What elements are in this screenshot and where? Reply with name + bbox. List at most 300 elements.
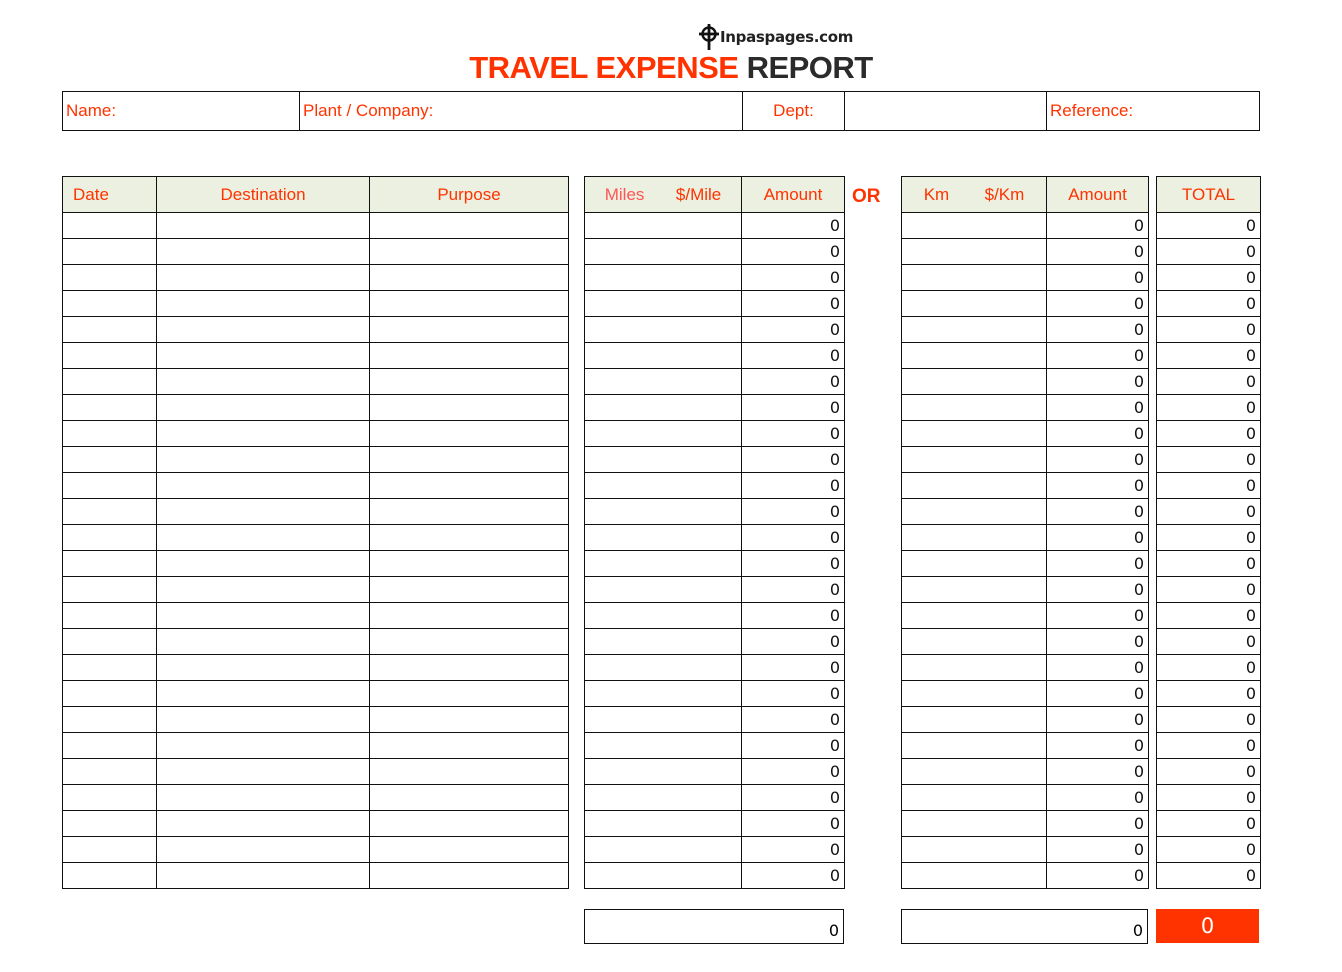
- table-row: [1157, 421, 1261, 447]
- table-row: [902, 239, 1149, 265]
- miles-amount-cell: 0: [742, 499, 845, 525]
- date-cell[interactable]: [63, 655, 157, 681]
- purpose-cell[interactable]: [370, 733, 569, 759]
- table-row: [63, 707, 569, 733]
- total-cell: 0: [1157, 421, 1261, 447]
- km-amount-cell: 0: [1047, 785, 1149, 811]
- celtic-cross-icon: [698, 24, 720, 50]
- total-cell: 0: [1157, 499, 1261, 525]
- total-header: TOTAL: [1157, 177, 1261, 213]
- purpose-cell[interactable]: [370, 525, 569, 551]
- table-row: [63, 837, 569, 863]
- km-input-cell[interactable]: [902, 733, 1047, 759]
- miles-amount-cell: 0: [742, 525, 845, 551]
- table-row: [1157, 707, 1261, 733]
- date-cell[interactable]: [63, 265, 157, 291]
- miles-input-cell[interactable]: [585, 837, 742, 863]
- purpose-cell[interactable]: [370, 239, 569, 265]
- table-row: [902, 681, 1149, 707]
- miles-amount-cell: 0: [742, 395, 845, 421]
- destination-header: Destination: [157, 177, 370, 213]
- logo-text: Inpaspages.com: [720, 28, 854, 46]
- table-row: [63, 681, 569, 707]
- miles-input-cell[interactable]: [585, 681, 742, 707]
- miles-subtotal: 0: [584, 909, 844, 944]
- km-amount-cell: 0: [1047, 317, 1149, 343]
- total-cell: 0: [1157, 369, 1261, 395]
- date-cell[interactable]: [63, 213, 157, 239]
- purpose-cell[interactable]: [370, 837, 569, 863]
- miles-amount-cell: 0: [742, 473, 845, 499]
- km-amount-cell: 0: [1047, 629, 1149, 655]
- miles-amount-cell: 0: [742, 369, 845, 395]
- table-row: [1157, 655, 1261, 681]
- dept-label: Dept:: [773, 101, 814, 120]
- table-row: [902, 785, 1149, 811]
- table-row: [585, 681, 845, 707]
- date-cell[interactable]: [63, 759, 157, 785]
- date-cell[interactable]: [63, 421, 157, 447]
- date-cell[interactable]: [63, 447, 157, 473]
- km-input-cell[interactable]: [902, 655, 1047, 681]
- table-row: [63, 473, 569, 499]
- miles-input-cell[interactable]: [585, 317, 742, 343]
- miles-amount-cell: 0: [742, 733, 845, 759]
- table-row: [585, 499, 845, 525]
- table-row: [585, 655, 845, 681]
- destination-cell[interactable]: [157, 395, 370, 421]
- km-amount-cell: 0: [1047, 525, 1149, 551]
- page-title: [0, 50, 1342, 86]
- table-row: [63, 291, 569, 317]
- miles-amount-cell: 0: [742, 603, 845, 629]
- destination-cell[interactable]: [157, 343, 370, 369]
- miles-input-cell[interactable]: [585, 213, 742, 239]
- miles-input-cell[interactable]: [585, 447, 742, 473]
- table-row: [902, 447, 1149, 473]
- table-row: [1157, 265, 1261, 291]
- table-row: [1157, 603, 1261, 629]
- miles-input-cell[interactable]: [585, 265, 742, 291]
- date-cell[interactable]: [63, 291, 157, 317]
- date-cell[interactable]: [63, 681, 157, 707]
- table-row: [902, 551, 1149, 577]
- purpose-cell[interactable]: [370, 447, 569, 473]
- km-input-cell[interactable]: [902, 603, 1047, 629]
- km-input-cell[interactable]: [902, 525, 1047, 551]
- miles-input-cell[interactable]: [585, 655, 742, 681]
- total-cell: 0: [1157, 551, 1261, 577]
- km-amount-cell: 0: [1047, 499, 1149, 525]
- table-row: [902, 395, 1149, 421]
- table-row: [585, 317, 845, 343]
- purpose-cell[interactable]: [370, 655, 569, 681]
- table-row: [1157, 681, 1261, 707]
- km-input-cell[interactable]: [902, 421, 1047, 447]
- total-cell: 0: [1157, 733, 1261, 759]
- purpose-cell[interactable]: [370, 681, 569, 707]
- total-cell: 0: [1157, 577, 1261, 603]
- table-row: [902, 265, 1149, 291]
- purpose-cell[interactable]: [370, 785, 569, 811]
- destination-cell[interactable]: [157, 291, 370, 317]
- date-cell[interactable]: [63, 603, 157, 629]
- per-mile-header: $/Mile: [675, 184, 722, 204]
- total-cell: 0: [1157, 213, 1261, 239]
- miles-input-cell[interactable]: [585, 551, 742, 577]
- date-cell[interactable]: [63, 525, 157, 551]
- miles-amount-cell: 0: [742, 785, 845, 811]
- km-input-cell[interactable]: [902, 551, 1047, 577]
- date-cell[interactable]: [63, 239, 157, 265]
- km-amount-cell: 0: [1047, 681, 1149, 707]
- km-amount-cell: 0: [1047, 655, 1149, 681]
- table-row: [1157, 811, 1261, 837]
- date-cell[interactable]: [63, 785, 157, 811]
- table-row: [1157, 473, 1261, 499]
- table-row: [1157, 499, 1261, 525]
- km-input-cell[interactable]: [902, 681, 1047, 707]
- total-cell: 0: [1157, 655, 1261, 681]
- purpose-cell[interactable]: [370, 629, 569, 655]
- destination-cell[interactable]: [157, 629, 370, 655]
- date-cell[interactable]: [63, 499, 157, 525]
- destination-cell[interactable]: [157, 655, 370, 681]
- miles-amount-cell: 0: [742, 343, 845, 369]
- destination-cell[interactable]: [157, 785, 370, 811]
- total-cell: 0: [1157, 837, 1261, 863]
- miles-input-cell[interactable]: [585, 239, 742, 265]
- logo: [698, 22, 853, 52]
- km-amount-cell: 0: [1047, 577, 1149, 603]
- destination-cell[interactable]: [157, 733, 370, 759]
- date-cell[interactable]: [63, 811, 157, 837]
- purpose-cell[interactable]: [370, 811, 569, 837]
- table-row: [63, 499, 569, 525]
- miles-amount-cell: 0: [742, 707, 845, 733]
- miles-input-cell[interactable]: [585, 811, 742, 837]
- miles-input-cell[interactable]: [585, 525, 742, 551]
- destination-cell[interactable]: [157, 317, 370, 343]
- table-row: [1157, 395, 1261, 421]
- purpose-cell[interactable]: [370, 551, 569, 577]
- table-row: [902, 655, 1149, 681]
- miles-amount-cell: 0: [742, 759, 845, 785]
- total-cell: 0: [1157, 343, 1261, 369]
- km-header: Km: [923, 184, 950, 204]
- destination-cell[interactable]: [157, 837, 370, 863]
- table-row: [1157, 213, 1261, 239]
- km-input-cell[interactable]: [902, 239, 1047, 265]
- miles-input-cell[interactable]: [585, 629, 742, 655]
- miles-table: [584, 176, 845, 889]
- company-field[interactable]: [300, 92, 743, 130]
- destination-cell[interactable]: [157, 265, 370, 291]
- total-cell: 0: [1157, 759, 1261, 785]
- table-row: [63, 447, 569, 473]
- km-amount-cell: 0: [1047, 551, 1149, 577]
- km-input-cell[interactable]: [902, 629, 1047, 655]
- destination-cell[interactable]: [157, 447, 370, 473]
- info-row: [62, 91, 1260, 131]
- destination-cell[interactable]: [157, 499, 370, 525]
- km-input-cell[interactable]: [902, 395, 1047, 421]
- title-part1: TRAVEL EXPENSE: [469, 50, 739, 85]
- table-row: [902, 525, 1149, 551]
- table-row: [1157, 239, 1261, 265]
- purpose-cell[interactable]: [370, 759, 569, 785]
- km-amount-cell: 0: [1047, 369, 1149, 395]
- table-row: [63, 603, 569, 629]
- purpose-cell[interactable]: [370, 213, 569, 239]
- table-row: [585, 863, 845, 889]
- company-label: Plant / Company:: [303, 101, 434, 120]
- miles-input-cell[interactable]: [585, 499, 742, 525]
- purpose-cell[interactable]: [370, 707, 569, 733]
- table-row: [585, 395, 845, 421]
- table-row: [902, 213, 1149, 239]
- table-row: [585, 343, 845, 369]
- date-cell[interactable]: [63, 343, 157, 369]
- total-cell: 0: [1157, 239, 1261, 265]
- miles-input-cell[interactable]: [585, 369, 742, 395]
- miles-amount-cell: 0: [742, 317, 845, 343]
- miles-input-cell[interactable]: [585, 759, 742, 785]
- km-input-cell[interactable]: [902, 785, 1047, 811]
- total-cell: 0: [1157, 681, 1261, 707]
- purpose-cell[interactable]: [370, 863, 569, 889]
- name-field[interactable]: [63, 92, 300, 130]
- purpose-cell[interactable]: [370, 499, 569, 525]
- table-row: [585, 837, 845, 863]
- miles-input-cell[interactable]: [585, 395, 742, 421]
- km-amount-cell: 0: [1047, 291, 1149, 317]
- date-cell[interactable]: [63, 707, 157, 733]
- table-row: [585, 629, 845, 655]
- table-row: [63, 811, 569, 837]
- reference-field[interactable]: [1047, 92, 1259, 130]
- km-input-cell[interactable]: [902, 213, 1047, 239]
- table-row: [63, 265, 569, 291]
- date-cell[interactable]: [63, 395, 157, 421]
- date-cell[interactable]: [63, 629, 157, 655]
- km-amount-cell: 0: [1047, 707, 1149, 733]
- miles-amount-cell: 0: [742, 863, 845, 889]
- name-label: Name:: [66, 101, 117, 120]
- date-cell[interactable]: [63, 863, 157, 889]
- km-input-cell[interactable]: [902, 447, 1047, 473]
- miles-amount-cell: 0: [742, 655, 845, 681]
- purpose-cell[interactable]: [370, 343, 569, 369]
- miles-input-cell[interactable]: [585, 343, 742, 369]
- table-row: [1157, 785, 1261, 811]
- total-cell: 0: [1157, 629, 1261, 655]
- purpose-cell[interactable]: [370, 577, 569, 603]
- miles-input-cell[interactable]: [585, 473, 742, 499]
- miles-amount-cell: 0: [742, 421, 845, 447]
- miles-input-cell[interactable]: [585, 785, 742, 811]
- miles-input-cell[interactable]: [585, 577, 742, 603]
- destination-cell[interactable]: [157, 681, 370, 707]
- table-row: [902, 863, 1149, 889]
- miles-input-cell[interactable]: [585, 733, 742, 759]
- miles-input-cell[interactable]: [585, 863, 742, 889]
- table-row: [902, 707, 1149, 733]
- km-amount-cell: 0: [1047, 837, 1149, 863]
- miles-amount-cell: 0: [742, 447, 845, 473]
- miles-rate-header: [585, 177, 742, 213]
- table-row: [1157, 629, 1261, 655]
- total-table: [1156, 176, 1261, 889]
- destination-cell[interactable]: [157, 603, 370, 629]
- km-amount-cell: 0: [1047, 213, 1149, 239]
- miles-amount-cell: 0: [742, 811, 845, 837]
- dept-field[interactable]: [845, 92, 1047, 130]
- table-row: [902, 291, 1149, 317]
- km-amount-cell: 0: [1047, 447, 1149, 473]
- destination-cell[interactable]: [157, 551, 370, 577]
- table-row: [902, 603, 1149, 629]
- table-row: [63, 629, 569, 655]
- table-row: [1157, 759, 1261, 785]
- table-row: [63, 525, 569, 551]
- table-row: [585, 213, 845, 239]
- destination-cell[interactable]: [157, 473, 370, 499]
- purpose-cell[interactable]: [370, 265, 569, 291]
- km-input-cell[interactable]: [902, 837, 1047, 863]
- km-input-cell[interactable]: [902, 759, 1047, 785]
- grand-total: 0: [1156, 909, 1259, 943]
- table-row: [63, 759, 569, 785]
- km-amount-cell: 0: [1047, 239, 1149, 265]
- destination-cell[interactable]: [157, 707, 370, 733]
- table-row: [585, 265, 845, 291]
- destination-cell[interactable]: [157, 759, 370, 785]
- purpose-cell[interactable]: [370, 369, 569, 395]
- miles-amount-cell: 0: [742, 837, 845, 863]
- purpose-cell[interactable]: [370, 395, 569, 421]
- date-cell[interactable]: [63, 317, 157, 343]
- table-row: [585, 733, 845, 759]
- miles-input-cell[interactable]: [585, 421, 742, 447]
- per-km-header: $/Km: [984, 184, 1025, 204]
- date-cell[interactable]: [63, 473, 157, 499]
- table-row: [902, 811, 1149, 837]
- km-input-cell[interactable]: [902, 707, 1047, 733]
- total-cell: 0: [1157, 473, 1261, 499]
- km-amount-cell: 0: [1047, 603, 1149, 629]
- date-cell[interactable]: [63, 551, 157, 577]
- table-row: [63, 395, 569, 421]
- miles-input-cell[interactable]: [585, 603, 742, 629]
- table-row: [902, 837, 1149, 863]
- miles-amount-cell: 0: [742, 577, 845, 603]
- table-row: [585, 577, 845, 603]
- km-input-cell[interactable]: [902, 343, 1047, 369]
- table-row: [585, 525, 845, 551]
- table-row: [902, 629, 1149, 655]
- km-input-cell[interactable]: [902, 473, 1047, 499]
- miles-amount-cell: 0: [742, 551, 845, 577]
- purpose-cell[interactable]: [370, 473, 569, 499]
- km-input-cell[interactable]: [902, 863, 1047, 889]
- date-header: Date: [63, 177, 157, 213]
- purpose-cell[interactable]: [370, 291, 569, 317]
- km-input-cell[interactable]: [902, 577, 1047, 603]
- destination-cell[interactable]: [157, 239, 370, 265]
- table-row: [1157, 577, 1261, 603]
- destination-cell[interactable]: [157, 369, 370, 395]
- km-input-cell[interactable]: [902, 291, 1047, 317]
- table-row: [1157, 369, 1261, 395]
- km-input-cell[interactable]: [902, 499, 1047, 525]
- miles-input-cell[interactable]: [585, 291, 742, 317]
- km-amount-cell: 0: [1047, 733, 1149, 759]
- destination-cell[interactable]: [157, 863, 370, 889]
- table-row: [902, 733, 1149, 759]
- km-amount-cell: 0: [1047, 811, 1149, 837]
- miles-amount-cell: 0: [742, 239, 845, 265]
- or-label: OR: [852, 186, 881, 207]
- miles-header: Miles: [604, 184, 645, 204]
- date-cell[interactable]: [63, 369, 157, 395]
- purpose-cell[interactable]: [370, 317, 569, 343]
- miles-input-cell[interactable]: [585, 707, 742, 733]
- destination-cell[interactable]: [157, 577, 370, 603]
- miles-amount-cell: 0: [742, 629, 845, 655]
- table-row: [63, 551, 569, 577]
- km-amount-cell: 0: [1047, 759, 1149, 785]
- destination-cell[interactable]: [157, 525, 370, 551]
- table-row: [902, 421, 1149, 447]
- date-cell[interactable]: [63, 733, 157, 759]
- table-row: [902, 473, 1149, 499]
- km-amount-header: Amount: [1047, 177, 1149, 213]
- destination-cell[interactable]: [157, 213, 370, 239]
- km-amount-cell: 0: [1047, 421, 1149, 447]
- km-input-cell[interactable]: [902, 265, 1047, 291]
- table-row: [585, 811, 845, 837]
- table-row: [585, 239, 845, 265]
- total-cell: 0: [1157, 603, 1261, 629]
- title-part2: REPORT: [746, 50, 873, 85]
- table-row: [1157, 837, 1261, 863]
- miles-amount-cell: 0: [742, 265, 845, 291]
- table-row: [585, 291, 845, 317]
- table-row: [585, 785, 845, 811]
- km-input-cell[interactable]: [902, 317, 1047, 343]
- table-row: [63, 655, 569, 681]
- dept-label-cell: [743, 92, 845, 130]
- purpose-cell[interactable]: [370, 421, 569, 447]
- destination-cell[interactable]: [157, 811, 370, 837]
- total-cell: 0: [1157, 291, 1261, 317]
- table-row: [1157, 317, 1261, 343]
- km-input-cell[interactable]: [902, 811, 1047, 837]
- purpose-cell[interactable]: [370, 603, 569, 629]
- destination-cell[interactable]: [157, 421, 370, 447]
- table-row: [63, 733, 569, 759]
- table-row: [63, 421, 569, 447]
- date-cell[interactable]: [63, 577, 157, 603]
- table-row: [585, 447, 845, 473]
- date-cell[interactable]: [63, 837, 157, 863]
- table-row: [902, 343, 1149, 369]
- km-input-cell[interactable]: [902, 369, 1047, 395]
- table-row: [585, 369, 845, 395]
- table-row: [63, 343, 569, 369]
- total-cell: 0: [1157, 265, 1261, 291]
